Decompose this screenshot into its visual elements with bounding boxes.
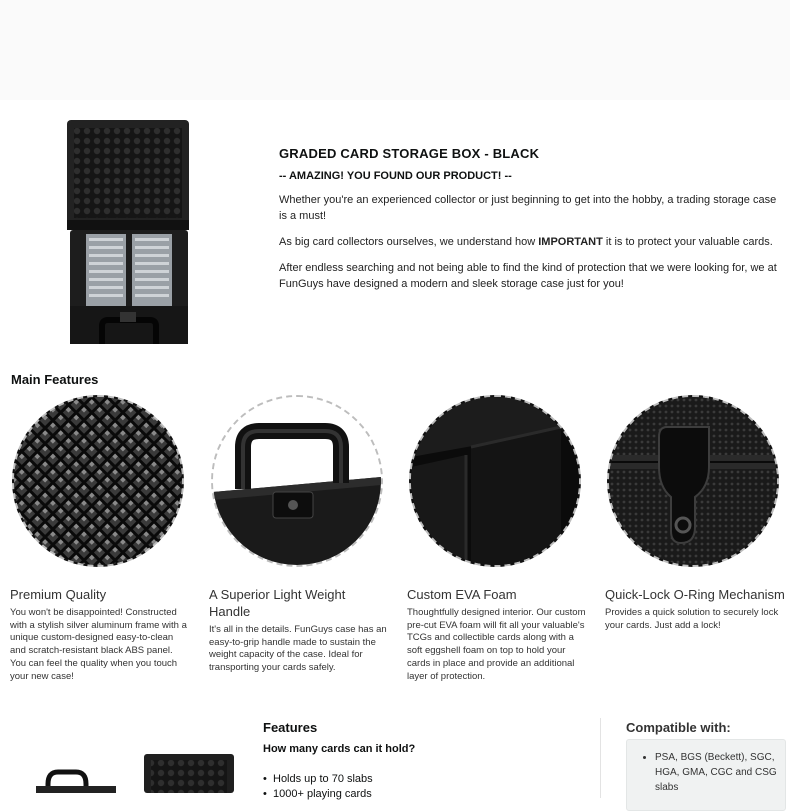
- important-emphasis: IMPORTANT: [538, 236, 603, 248]
- product-description: [279, 146, 779, 292]
- foam-image: [409, 395, 581, 567]
- capacity-question: How many cards can it hold?: [263, 743, 416, 755]
- list-item: • Holds up to 70 slabs: [263, 772, 593, 787]
- feature-description: You won't be disappointed! Constructed with a stylish silver aluminum frame with a unique custom-designed easy-to-clean and scratch-resistant black ABS panel. You can feel the quality when you touch your new case!: [10, 607, 187, 682]
- feature-title: Premium Quality: [10, 587, 107, 602]
- list-item: • PSA, BGS (Beckett), SGC, HGA, GMA, CGC and CSG slabs: [655, 750, 785, 795]
- feature-eva-foam: [407, 395, 587, 683]
- list-item: • 1000+ playing cards: [263, 787, 593, 802]
- lock-image: [607, 395, 779, 567]
- features-list: [263, 772, 593, 802]
- case-open-image: [36, 748, 236, 793]
- feature-handle: [209, 395, 389, 675]
- compatible-box: [626, 739, 786, 811]
- compatible-list: [627, 750, 785, 795]
- feature-title: Quick-Lock O-Ring Mechanism: [605, 587, 785, 602]
- product-subtitle: -- AMAZING! YOU FOUND OUR PRODUCT! --: [279, 170, 512, 182]
- intro-paragraph: Whether you're an experienced collector or just beginning to get into the hobby, a trading storage case is a must!: [279, 194, 777, 222]
- feature-description: Thoughtfully designed interior. Our custom pre-cut EVA foam will fit all your valuable's TCGs and collectible cards along with a soft eggshell foam on top to hold your cards in place and provide an additional layer of protection.: [407, 607, 586, 682]
- product-title: GRADED CARD STORAGE BOX - BLACK: [279, 146, 540, 161]
- compatible-heading: Compatible with:: [626, 720, 731, 735]
- feature-description: It's all in the details. FunGuys case has an easy-to-grip handle made to sustain the weight capacity of the case. Ideal for transporting your cards safely.: [209, 624, 387, 674]
- textured-panel-image: [12, 395, 184, 567]
- features-heading: Features: [263, 720, 318, 735]
- feature-premium-quality: [10, 395, 190, 683]
- main-features-heading: Main Features: [11, 372, 99, 387]
- feature-title: Custom EVA Foam: [407, 587, 517, 602]
- feature-quick-lock: [605, 395, 785, 632]
- design-paragraph: After endless searching and not being able to find the kind of protection that we were looking for, we at FunGuys have designed a modern and sleek storage case just for you!: [279, 262, 777, 290]
- importance-paragraph: As big card collectors ourselves, we understand how IMPORTANT it is to protect your valuable cards.: [279, 236, 773, 248]
- feature-title: A Superior Light Weight Handle: [209, 587, 346, 619]
- storage-case-image: [62, 116, 194, 352]
- section-divider: [600, 718, 601, 798]
- handle-image: [211, 395, 383, 567]
- feature-description: Provides a quick solution to securely lock your cards. Just add a lock!: [605, 607, 779, 631]
- top-banner: [0, 0, 790, 100]
- features-section: [263, 720, 593, 802]
